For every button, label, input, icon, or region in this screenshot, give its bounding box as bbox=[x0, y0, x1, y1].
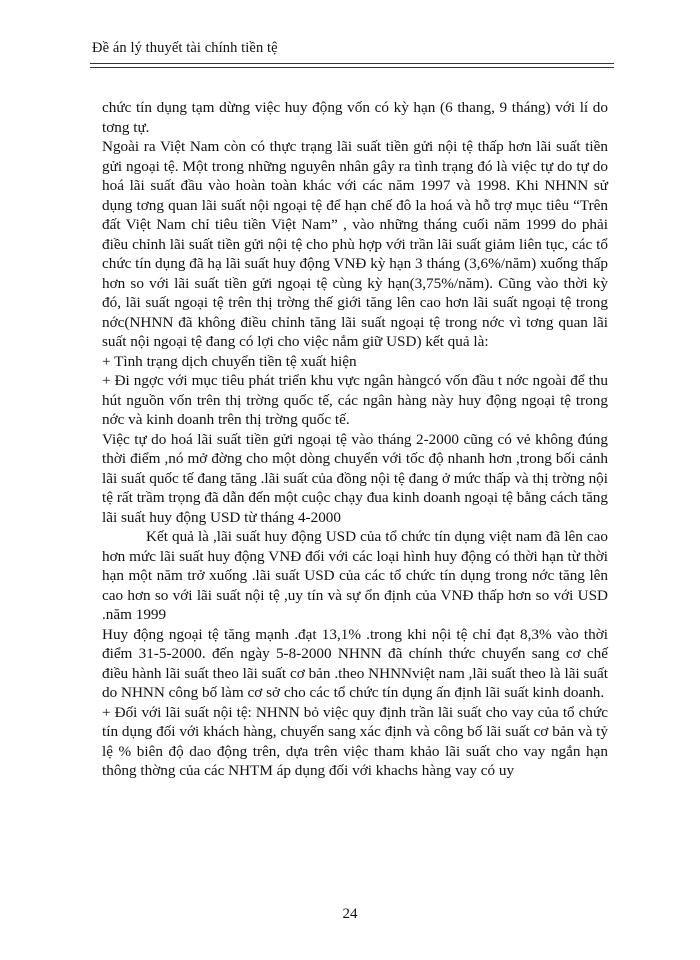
page-number: 24 bbox=[342, 906, 358, 922]
page-header: Đề án lý thuyết tài chính tiền tệ bbox=[92, 40, 278, 56]
paragraph: Kết quả là ,lãi suất huy động USD của tổ chức tín dụng việt nam đã lên cao hơn mức lãi suất huy động VNĐ đối với các loại hình huy động có thời hạn từ thời hạn một năm trở xuống .lãi suất USD của các tổ chức tín dụng trong nớc tăng lên cao hơn so với lãi suất nội tệ ,uy tín và sự ổn định của VNĐ thấp hơn so với USD .năm 1999 bbox=[102, 528, 608, 623]
paragraph: chức tín dụng tạm dừng việc huy động vốn có kỳ hạn (6 thang, 9 tháng) với lí do tơng tự. bbox=[102, 99, 608, 136]
document-body bbox=[102, 98, 608, 781]
paragraph: Huy động ngoại tệ tăng mạnh .đạt 13,1% .trong khi nội tệ chỉ đạt 8,3% vào thời điểm 31-5-2000. đến ngày 5-8-2000 NHNN đã chính thức chuyển sang cơ chế điều hành lãi suất theo lãi suất cơ bản .theo NHNNviệt nam ,lãi suất theo là lãi suất do NHNN công bố làm cơ sở cho các tổ chức tín dụng ấn định lãi suất kinh doanh. bbox=[102, 625, 608, 701]
list-item: + Tình trạng dịch chuyển tiền tệ xuất hiện bbox=[102, 352, 357, 370]
header-rule bbox=[90, 63, 614, 64]
header-rule-thin bbox=[90, 67, 614, 68]
paragraph: Ngoài ra Việt Nam còn có thực trạng lãi suất tiền gửi nội tệ thấp hơn lãi suất tiền gửi ngoại tệ. Một trong những nguyên nhân gây ra tình trạng đó là việc tự do tự do hoá lãi suất đầu vào hoàn toàn khác với các năm 1997 và 1998. Khi NHNN sử dụng tơng quan lãi suất nội ngoại tệ để hạn chế đô la hoá và hỗ trợ mục tiêu “Trên đất Việt Nam chỉ tiêu tiền Việt Nam” , vào những tháng cuối năm 1999 do phải điều chỉnh lãi suất tiền gửi nội tệ cho phù hợp với trần lãi suất giảm liên tục, các tổ chức tín dụng đã hạ lãi suất huy động VNĐ kỳ hạn 3 tháng (3,6%/năm) xuống thấp hơn so với lãi suất tiền gửi ngoại tệ cùng kỳ hạn(3,75%/năm). Cũng vào thời kỳ đó, lãi suất ngoại tệ trên thị trờng thế giới tăng lên cao hơn lãi suất ngoại tệ trong nớc(NHNN đã không điều chỉnh tăng lãi suất ngoại tệ trong nớc vì tơng quan lãi suất nội ngoại tệ đang có lợi cho việc nắm giữ USD) kết quả là: bbox=[102, 138, 608, 350]
list-item: + Đối với lãi suất nội tệ: NHNN bỏ việc quy định trần lãi suất cho vay của tổ chức tín dụng đối với khách hàng, chuyển sang xác định và công bố lãi suất cơ bản và tỷ lệ % biên độ dao động trên, dựa trên việc tham khảo lãi suất cho vay ngắn hạn thông thờng của các NHTM áp dụng đối với khachs hàng vay có uy bbox=[102, 703, 608, 779]
paragraph: Việc tự do hoá lãi suất tiền gửi ngoại tệ vào tháng 2-2000 cũng có vẻ không đúng thời điểm ,nó mở đờng cho một dòng chuyển với tốc độ nhanh hơn ,trong bối cảnh lãi suất quốc tế đang tăng .lãi suất của đồng nội tệ đang ở mức thấp và thị trờng nội tệ rất trầm trọng đã dẫn đến một cuộc chạy đua kinh doanh ngoại tệ bằng cách tăng lãi suất huy động USD từ tháng 4-2000 bbox=[102, 430, 608, 526]
list-item: + Đi ngợc với mục tiêu phát triển khu vực ngân hàngcó vốn đầu t nớc ngoài để thu hút nguồn vốn trên thị trờng quốc tế, các ngân hàng này huy động ngoại tệ trong nớc và kinh doanh trên thị trờng quốc tế. bbox=[102, 372, 608, 428]
